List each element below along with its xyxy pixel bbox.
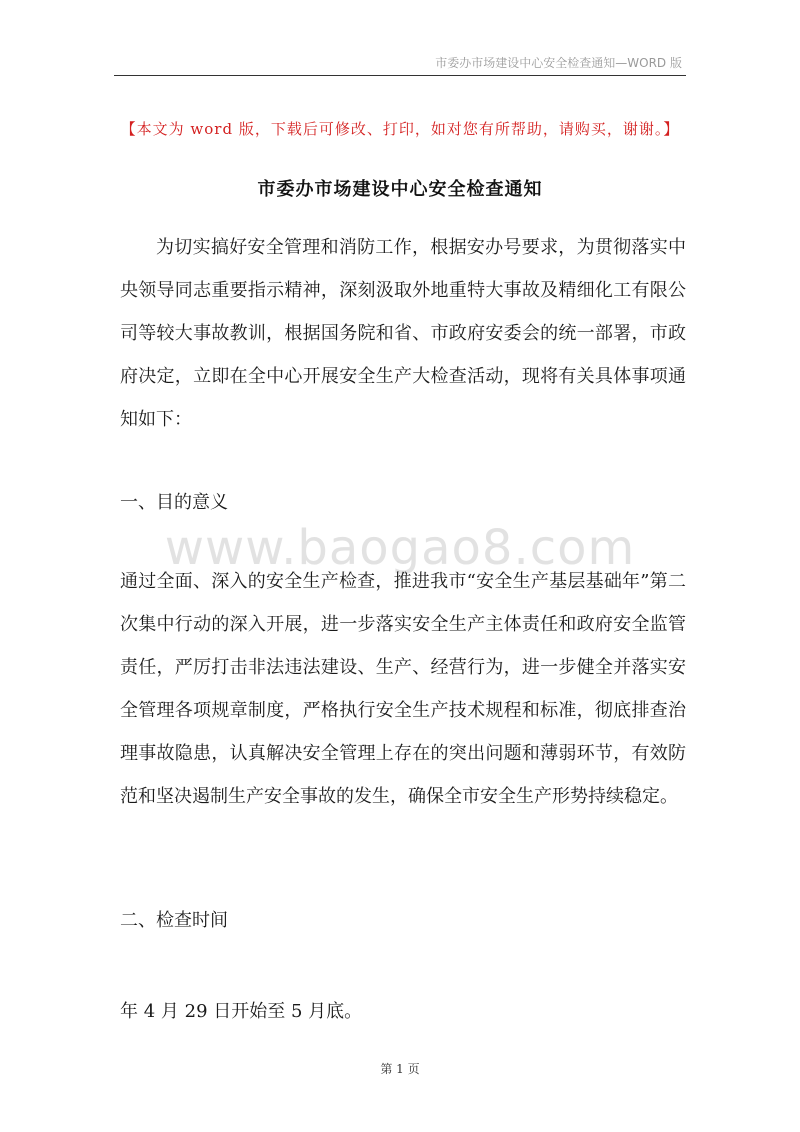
document-title: 市委办市场建设中心安全检查通知	[257, 179, 543, 200]
section-heading-time: 二、检查时间	[120, 910, 228, 931]
purchase-notice: 【本文为 word 版，下载后可修改、打印，如对您有所帮助，请购买，谢谢。】	[120, 120, 680, 138]
header-divider	[114, 75, 686, 76]
running-header: 市委办市场建设中心安全检查通知—WORD 版	[435, 56, 682, 70]
watermark: www.baogao8.com	[164, 520, 636, 576]
purpose-paragraph: 通过全面、深入的安全生产检查，推进我市“安全生产基层基础年”第二次集中行动的深入开展，进一步落实安全生产主体责任和政府安全监管责任，严厉打击非法违法建设、生产、经营行为，进一步健全并落实安全管理各项规章制度，严格执行安全生产技术规程和标准，彻底排查治理事故隐患，认真解决安全管理上存在的突出问题和薄弱环节，有效防范和坚决遏制生产安全事故的发生，确保全市安全生产形势持续稳定。	[120, 571, 686, 807]
section-heading-purpose: 一、目的意义	[120, 492, 228, 513]
time-paragraph: 年 4 月 29 日开始至 5 月底。	[120, 1001, 363, 1022]
intro-paragraph: 为切实搞好安全管理和消防工作，根据安办号要求，为贯彻落实中央领导同志重要指示精神，深刻汲取外地重特大事故及精细化工有限公司等较大事故教训，根据国务院和省、市政府安委会的统一部署，市政府决定，立即在全中心开展安全生产大检查活动，现将有关具体事项通知如下：	[120, 237, 686, 430]
page-number: 第 1 页	[380, 1062, 420, 1076]
